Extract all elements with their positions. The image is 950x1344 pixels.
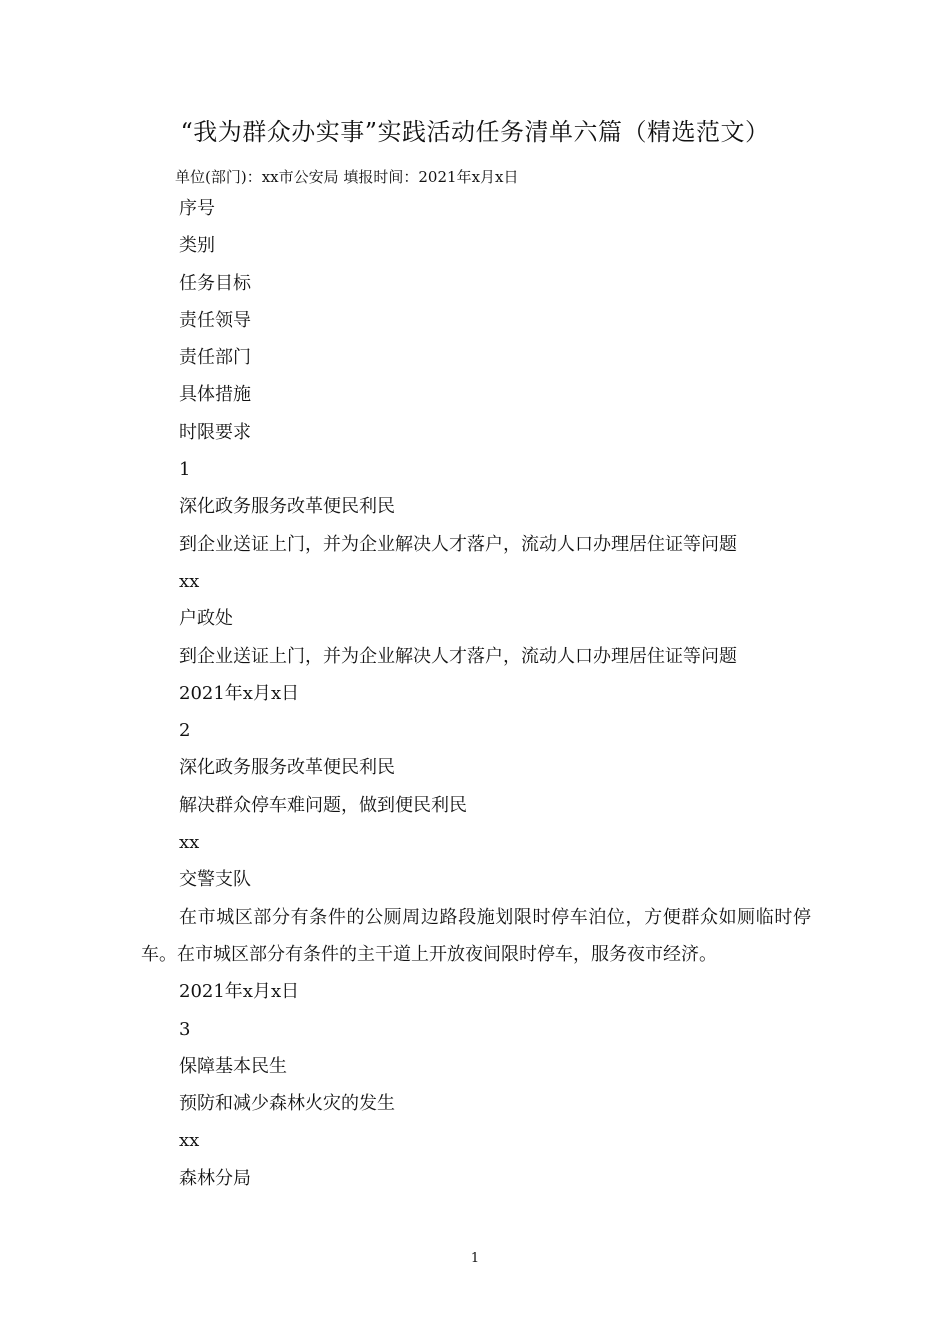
body-paragraph: xx <box>179 570 200 592</box>
body-paragraph: 在市城区部分有条件的公厕周边路段施划限时停车泊位，方便群众如厕临时停车。在市城区部分有条件的主干道上开放夜间限时停车，服务夜市经济。 <box>141 906 811 965</box>
body-paragraph: 序号 <box>179 198 215 219</box>
body-paragraph: 深化政务服务改革便民利民 <box>179 496 395 518</box>
body-paragraph: 责任部门 <box>179 347 251 369</box>
page-number: 1 <box>470 1251 480 1266</box>
body-paragraph: xx <box>179 832 200 854</box>
body-paragraph: 到企业送证上门，并为企业解决人才落户，流动人口办理居住证等问题 <box>179 645 737 667</box>
body-paragraph: 2021年x月x日 <box>179 682 300 704</box>
document-title: “我为群众办实事”实践活动任务清单六篇（精选范文） <box>180 118 770 146</box>
document-meta-line: 单位(部门)：xx市公安局 填报时间：2021年x月x日 <box>175 168 519 186</box>
body-paragraph: 1 <box>179 459 191 481</box>
body-paragraph: 深化政务服务改革便民利民 <box>179 757 395 779</box>
body-paragraph: 2021年x月x日 <box>179 981 300 1003</box>
body-paragraph: 交警支队 <box>179 869 251 891</box>
body-paragraph: 3 <box>179 1018 191 1040</box>
body-paragraph: 具体措施 <box>179 384 251 406</box>
body-paragraph: xx <box>179 1130 200 1152</box>
body-paragraph: 责任领导 <box>179 309 251 331</box>
body-paragraph: 解决群众停车难问题，做到便民利民 <box>179 794 467 816</box>
body-paragraph: 保障基本民生 <box>179 1055 287 1077</box>
body-paragraph: 户政处 <box>179 608 233 630</box>
body-paragraph: 到企业送证上门，并为企业解决人才落户，流动人口办理居住证等问题 <box>179 533 737 555</box>
document-body <box>141 190 811 1197</box>
body-paragraph: 时限要求 <box>179 421 251 443</box>
body-paragraph: 类别 <box>179 235 215 257</box>
body-paragraph: 2 <box>179 720 191 742</box>
body-paragraph: 森林分局 <box>179 1167 251 1189</box>
body-paragraph: 任务目标 <box>179 272 251 294</box>
body-paragraph: 预防和减少森林火灾的发生 <box>179 1093 395 1115</box>
